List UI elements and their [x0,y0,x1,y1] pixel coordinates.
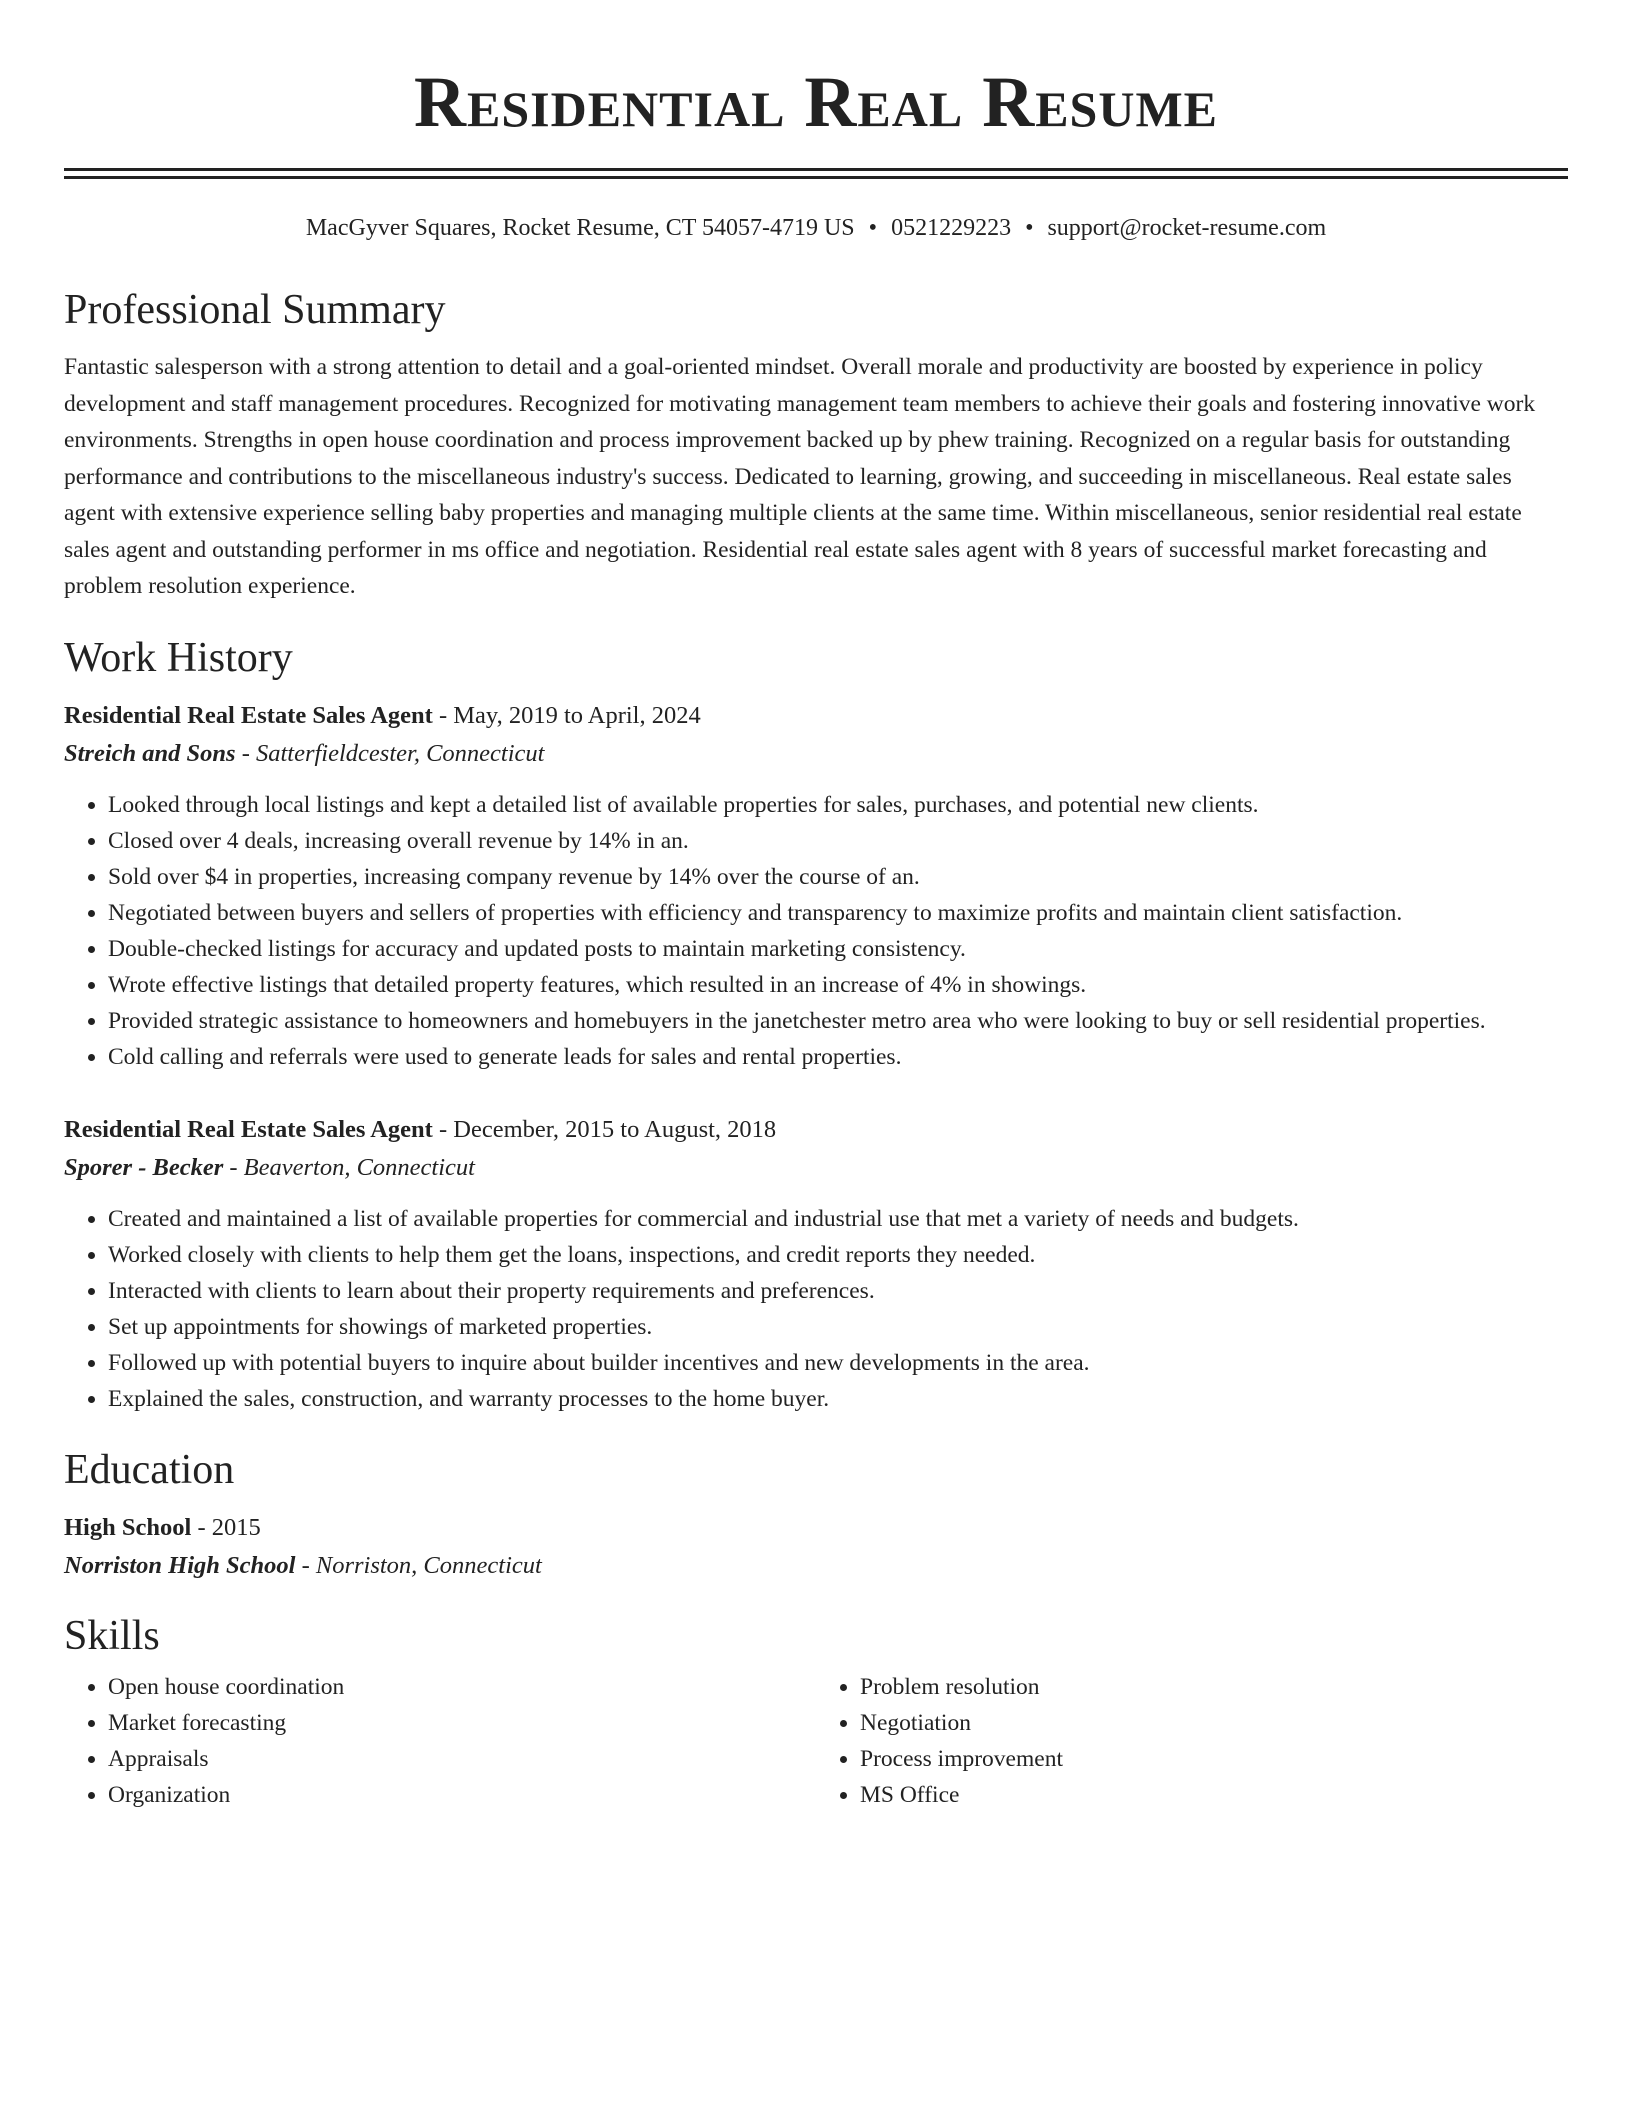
list-item: • Cold calling and referrals were used to generate leads for sales and rental properties. [108,1039,1568,1075]
resume-name: Residential Real Resume [413,62,1219,142]
summary-text: Fantastic salesperson with a strong attention to detail and a goal-oriented mindset. Overall morale and productivity are boosted by experience in policy development and staff management procedures. Recognized for motivating management team members to achieve their goals and fostering innovative work environments. Strengths in open house coordination and process improvement backed up by phew training. Recognized on a regular basis for outstanding performance and contributions to the miscellaneous industry's success. Dedicated to learning, growing, and succeeding in miscellaneous. Real estate sales agent with extensive experience selling baby properties and managing multiple clients at the same time. Within miscellaneous, senior residential real estate sales agent and outstanding performer in ms office and negotiation. Residential real estate sales agent with 8 years of successful market forecasting and problem resolution experience. [64,354,1536,599]
education-location: - Norriston, Connecticut [295,1551,542,1579]
job-position: Residential Real Estate Sales Agent [64,1115,433,1143]
job-location: - Satterfieldcester, Connecticut [235,739,545,767]
skill-item: • Process improvement [860,1741,1568,1777]
job-position: Residential Real Estate Sales Agent [64,701,433,729]
list-item: • Worked closely with clients to help them get the loans, inspections, and credit reports they needed. [108,1237,1568,1273]
job-title-line [64,1111,1568,1149]
education-school-line [64,1547,1568,1585]
skill-item: • Negotiation [860,1705,1568,1741]
job-entry [64,697,1568,1075]
list-item: • Created and maintained a list of available properties for commercial and industrial use that met a variety of needs and budgets. [108,1201,1568,1237]
skills-list-right [816,1669,1568,1813]
list-item: • Followed up with potential buyers to inquire about builder incentives and new developments in the area. [108,1345,1568,1381]
list-item: • Sold over $4 in properties, increasing company revenue by 14% over the course of an. [108,859,1568,895]
job-duties-list [64,1201,1568,1417]
section-title-work-history: Work History [64,634,293,681]
job-title-line [64,697,1568,735]
skill-item: • Appraisals [108,1741,816,1777]
job-company-line [64,735,1568,773]
list-item: • Explained the sales, construction, and warranty processes to the home buyer. [108,1381,1568,1417]
list-item: • Looked through local listings and kept a detailed list of available properties for sales, purchases, and potential new clients. [108,787,1568,823]
contact-line [64,213,1568,243]
education-school: Norriston High School [64,1551,296,1579]
list-item: • Wrote effective listings that detailed property features, which resulted in an increase of 4% in showings. [108,967,1568,1003]
section-title-education: Education [64,1446,235,1493]
skills-columns [64,1669,1568,1813]
skill-item: • Problem resolution [860,1669,1568,1705]
header-double-rule [64,168,1568,179]
section-title-summary: Professional Summary [64,287,446,333]
section-title-skills: Skills [64,1612,160,1659]
skill-item: • Open house coordination [108,1669,816,1705]
list-item: • Closed over 4 deals, increasing overall revenue by 14% in an. [108,823,1568,859]
skills-list-left [64,1669,816,1813]
education-year: - 2015 [191,1513,261,1541]
skill-item: • MS Office [860,1777,1568,1813]
job-dates: - May, 2019 to April, 2024 [432,701,701,729]
education-degree: High School [64,1513,192,1541]
list-item: • Double-checked listings for accuracy and updated posts to maintain marketing consistency. [108,931,1568,967]
job-company-line [64,1149,1568,1187]
contact-phone: 0521229223 [891,215,1012,241]
job-entry [64,1111,1568,1417]
list-item: • Set up appointments for showings of marketed properties. [108,1309,1568,1345]
job-company: Sporer - Becker [64,1153,224,1181]
list-item: • Interacted with clients to learn about their property requirements and preferences. [108,1273,1568,1309]
list-item: • Negotiated between buyers and sellers of properties with efficiency and transparency to maximize profits and maintain client satisfaction. [108,895,1568,931]
contact-separator: • [868,215,878,241]
skill-item: • Organization [108,1777,816,1813]
job-dates: - December, 2015 to August, 2018 [432,1115,777,1143]
education-entry [64,1509,1568,1585]
list-item: • Provided strategic assistance to homeowners and homebuyers in the janetchester metro area who were looking to buy or sell residential properties. [108,1003,1568,1039]
job-duties-list [64,787,1568,1075]
job-location: - Beaverton, Connecticut [223,1153,475,1181]
contact-separator: • [1025,215,1034,241]
skill-item: • Market forecasting [108,1705,816,1741]
job-company: Streich and Sons [64,739,236,767]
contact-email: support@rocket-resume.com [1047,215,1327,241]
contact-address: MacGyver Squares, Rocket Resume, CT 54057-4719 US [305,215,855,241]
education-degree-line [64,1509,1568,1547]
